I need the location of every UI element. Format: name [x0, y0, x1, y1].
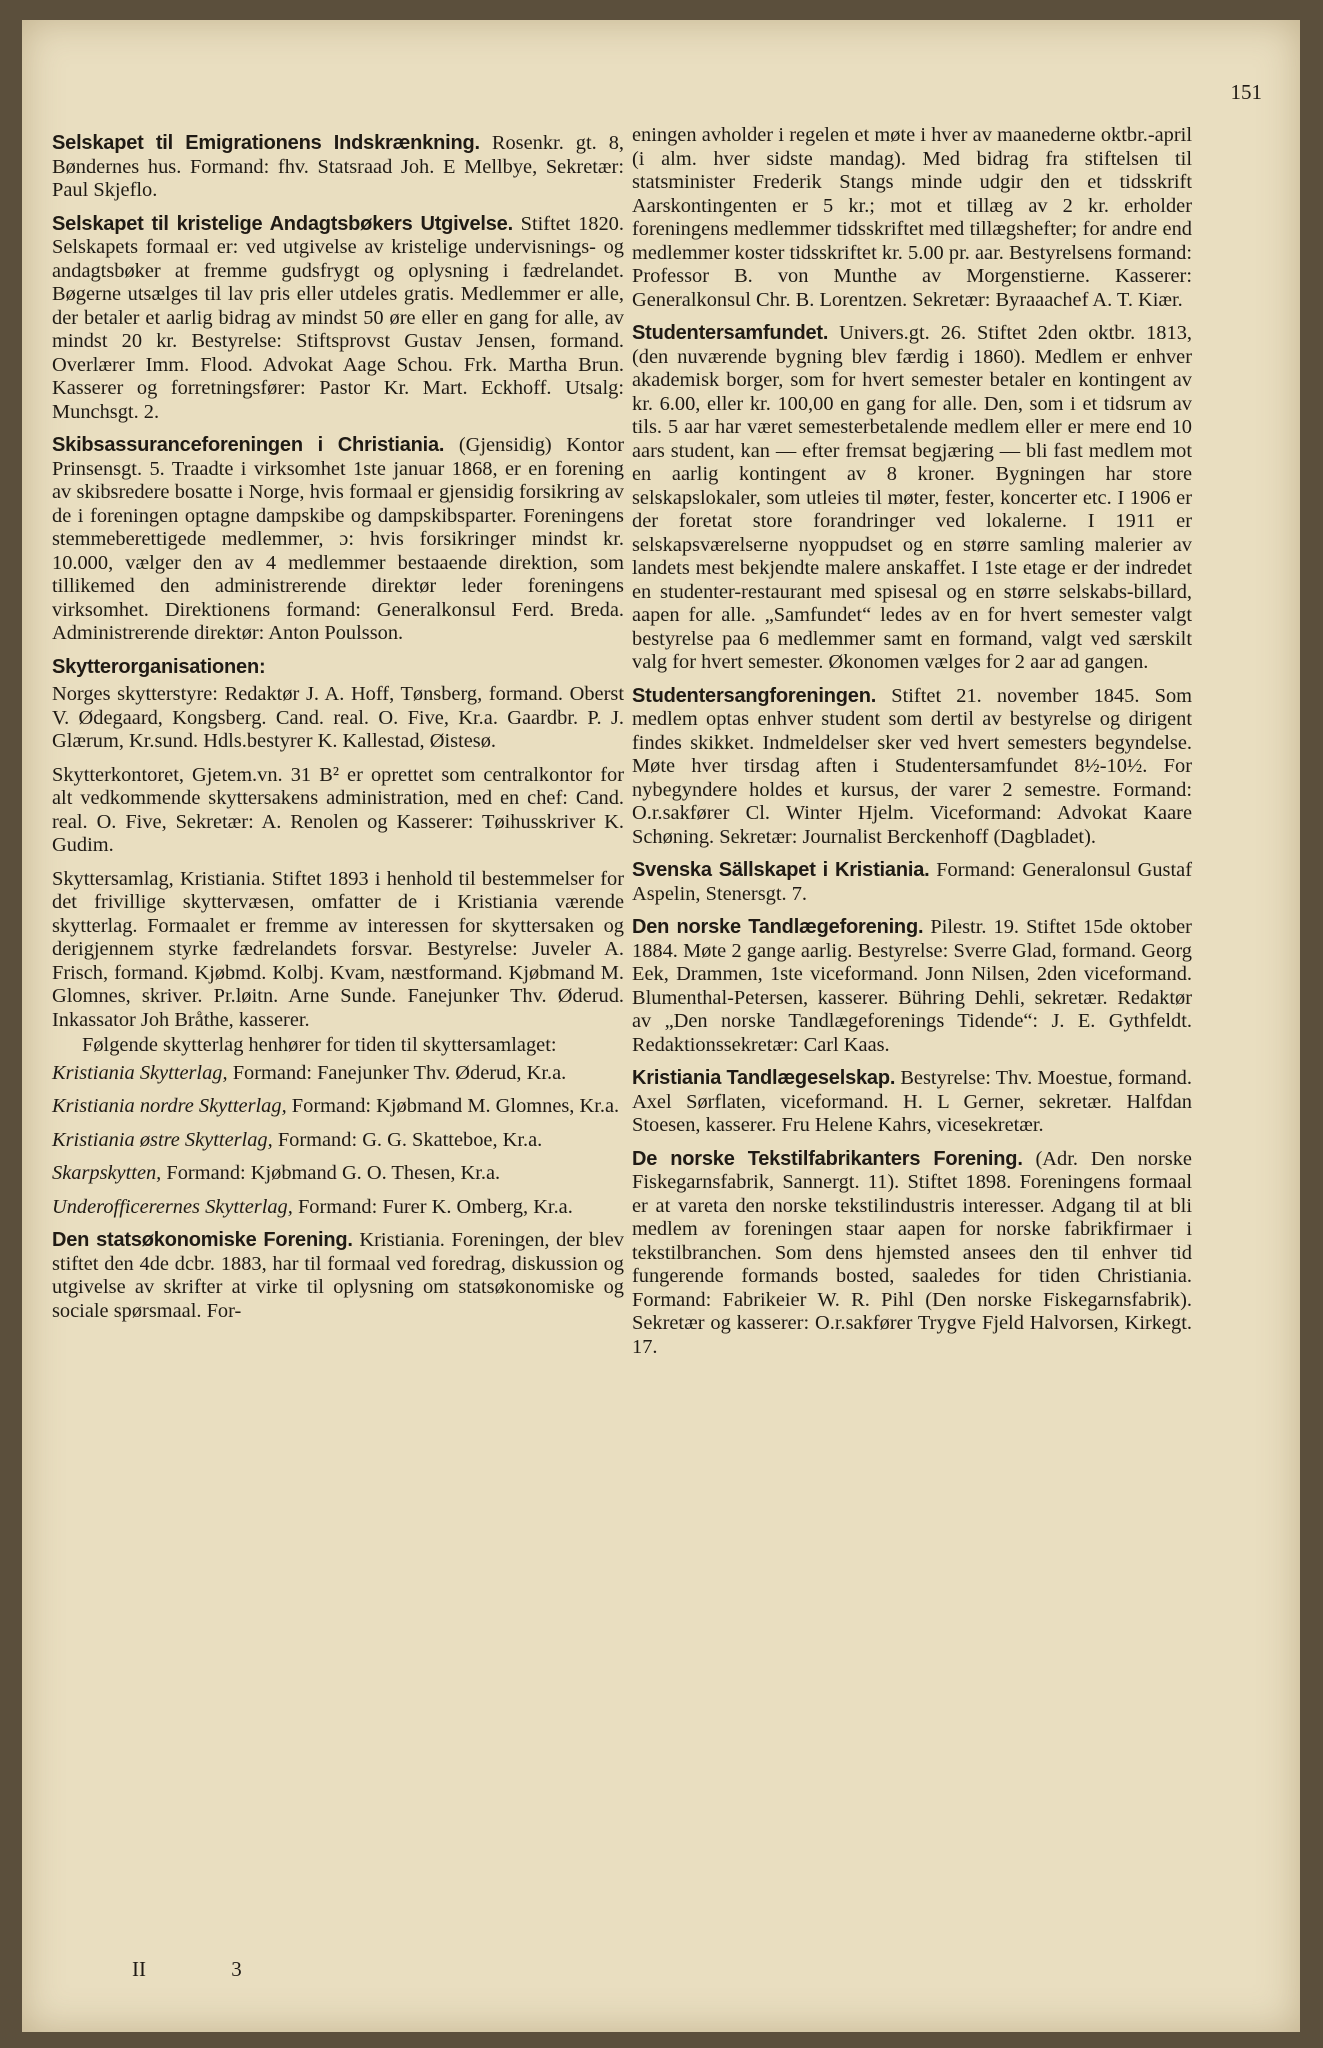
entry-skytterstyre [52, 683, 624, 754]
entry-club-skarpskytten [52, 1162, 624, 1186]
entry-body: Formand: Fanejunker Thv. Øderud, Kr.a. [232, 1061, 567, 1084]
entry-heading: Skytterorganisationen: [52, 655, 266, 678]
entry-tandlaegeforening [632, 916, 1192, 1057]
entry-heading: Kristiania Tandlægeselskap. [632, 1067, 896, 1089]
entry-skytterorganisationen [52, 656, 624, 680]
club-name: Kristiania østre Skytterlag, [52, 1128, 273, 1151]
entry-heading: De norske Tekstilfabrikanters Forening. [632, 1147, 1023, 1170]
entry-studentersamfundet [632, 322, 1192, 675]
entry-body: Pilestr. 19. Stiftet 15de oktober 1884. Møte 2 gange aarlig. Bestyrelse: Sverre Glad, formand. Georg Eek, Drammen, 1ste viceformand. Jonn Nilsen, 2den viceformand. Blumenthal-Petersen, kasserer. Bühring Dehli, sekretær. Redaktør av „Den norske Tandlægeforenings Tidende“: J. E. Gythfeldt. Redaktionssekretær: Carl Kaas. [632, 916, 1192, 1056]
entry-club-kristiania [52, 1062, 624, 1086]
entry-body: Skyttersamlag, Kristiania. Stiftet 1893 i henhold til bestemmelser for det frivillige skyttervæsen, omfatter de i Kristiania værende skytterlag. Formaalet er fremme av interessen for skyttersaken og derigjennem styrke fædrelandets forsvar. Bestyrelse: Juveler A. Frisch, formand. Kjøbmd. Kolbj. Kvam, næstformand. Kjøbmand M. Glomnes, skriver. Pr.løitn. Arne Sunde. Fanejunker Thv. Øderud. Inkassator Joh Bråthe, kasserer. [52, 867, 624, 1031]
entry-skytterkontoret [52, 764, 624, 858]
entry-body: Stiftet 1820. Selskapets formaal er: ved utgivelse av kristelige undervisnings- og andagtsbøker at fremme gudsfrygt og oplysning i fædrelandet. Bøgerne utsælges til lav pris eller utdeles gratis. Medlemmer er alle, der betaler et aarlig bidrag av mindst 50 øre eller en gang for alle, av mindst 20 kr. Bestyrelse: Stiftsprovst Gustav Jensen, formand. Overlærer Imm. Flood. Advokat Aage Schou. Frk. Martha Brun. Kasserer og forretningsfører: Pastor Kr. Mart. Eckhoff. Utsalg: Munchsgt. 2. [52, 212, 624, 423]
club-name: Kristiania nordre Skytterlag, [52, 1095, 287, 1117]
signature-mark: II 3 [132, 1957, 242, 1981]
entry-body: Rosenkr. gt. 8, Bøndernes hus. Formand: fhv. Statsraad Joh. E Mellbye, Sekretær: Paul Skjeflo. [52, 132, 624, 201]
entry-club-underofficerernes [52, 1196, 624, 1220]
entry-andagtsboker [52, 213, 624, 425]
entry-skyttersamlag [52, 868, 624, 1033]
entry-body: Følgende skytterlag henhører for tiden til skyttersamlaget: [82, 1034, 557, 1056]
document-page [22, 20, 1300, 2032]
entry-skibsassurance [52, 434, 624, 646]
entry-studentersangforeningen [632, 685, 1192, 850]
entry-heading: Svenska Sällskapet i Kristiania. [632, 859, 930, 881]
entry-body: Formand: Generalonsul Gustaf Aspelin, Stenersgt. 7. [632, 859, 1192, 905]
entry-body: Univers.gt. 26. Stiftet 2den oktbr. 1813, (den nuværende bygning blev færdig i 1860). Medlem er enhver akademisk borger, som for hvert semester betaler en kontingent av kr. 6.00, eller kr. 100,00 en gang for alle. Den, som i et tidsrum av tils. 5 aar har været semesterbetalende medlem eller er mere end 10 aars student, kan — efter fremsat begjæring — bli fast medlem mot en aarlig kontingent av 8 kroner. Bygningen har store selskapslokaler, som utleies til møter, fester, koncerter etc. I 1906 er der foretat store forandringer ved lokalerne. I 1911 er selskapsværelserne nyoppudset og en større samling malerier av landets mest bekjendte malere anskaffet. I 1ste etage er der indredet en studenter-restaurant med spisesal og en større selskabs-billard, aapen for alle. „Samfundet“ ledes av en for hvert semester valgt bestyrelse paa 6 medlemmer samt en formand, valgt ved særskilt valg for hvert semester. Økonomen vælges for 2 aar ad gangen. [632, 322, 1192, 673]
entry-emigration [52, 132, 624, 203]
entry-heading: Selskapet til Emigrationens Indskrænkning. [52, 132, 480, 154]
entry-svenska-sallskapet [632, 859, 1192, 906]
entry-body: Norges skytterstyre: Redaktør J. A. Hoff, Tønsberg, formand. Oberst V. Ødegaard, Kongsberg. Cand. real. O. Five, Kr.a. Gaardbr. P. J. Glærum, Kr.sund. Hdls.bestyrer K. Kallestad, Øistesø. [52, 683, 624, 752]
right-column [632, 124, 1192, 1369]
entry-heading: Den norske Tandlægeforening. [632, 916, 924, 938]
entry-body: Bestyrelse: Thv. Moestue, formand. Axel Sørflaten, viceformand. H. L Gerner, sekretær. Halfdan Stoesen, kasserer. Fru Helene Kahrs, vicesekretær. [632, 1067, 1192, 1136]
page-number: 151 [1230, 80, 1262, 104]
club-name: Underofficerernes Skytterlag, [52, 1195, 293, 1218]
left-column [52, 132, 624, 1333]
entry-body: Formand: Furer K. Omberg, Kr.a. [297, 1195, 573, 1218]
entry-body: Formand: Kjøbmand G. O. Thesen, Kr.a. [166, 1162, 501, 1184]
entry-body: (Adr. Den norske Fiskegarnsfabrik, Sannergt. 11). Stiftet 1898. Foreningens formaal er at vareta den norske tekstilindustris interesser. Adgang til at bli medlem av foreningen staar aapen for norske fabrikfirmaer i tekstilbranchen. Som dens hjemsted ansees den til enhver tid fungerende formands bosted, saaledes for tiden Christiania. Formand: Fabrikeier W. R. Pihl (Den norske Fiskegarnsfabrik). Sekretær og kasserer: O.r.sakfører Trygve Fjeld Halvorsen, Kirkegt. 17. [632, 1147, 1192, 1358]
entry-body: Skytterkontoret, Gjetem.vn. 31 B² er oprettet som centralkontor for alt vedkommende skyttersakens administration, med en chef: Cand. real. O. Five, Sekretær: A. Renolen og Kasserer: Tøihusskriver K. Gudim. [52, 763, 624, 856]
entry-folgende [52, 1034, 624, 1058]
entry-body: Formand: G. G. Skatteboe, Kr.a. [277, 1128, 543, 1151]
entry-club-nordre [52, 1095, 624, 1119]
entry-heading: Den statsøkonomiske Forening. [52, 1229, 353, 1251]
entry-statsokonomiske-cont [632, 124, 1192, 312]
entry-tandlaegeselskap [632, 1067, 1192, 1138]
entry-heading: Selskapet til kristelige Andagtsbøkers Utgivelse. [52, 212, 513, 235]
entry-body: Kristiania. Foreningen, der blev stiftet den 4de dcbr. 1883, har til formaal ved foredrag, diskussion og utgivelse av skrifter at virke til oplysning om statsøkonomiske og sociale spørsmaal. For- [52, 1229, 624, 1322]
entry-statsokonomiske [52, 1229, 624, 1323]
entry-body: eningen avholder i regelen et møte i hver av maanederne oktbr.-april (i alm. hver sidste mandag). Med bidrag fra stiftelsen til statsminister Frederik Stangs minde udgir den et tidsskrift Aarskontingenten er 5 kr.; mot et tillæg av 2 kr. erholder foreningens medlemmer tidsskriftet med tillægshefter; for andre end medlemmer koster tidsskriftet kr. 5.00 pr. aar. Bestyrelsens formand: Professor B. von Munthe av Morgenstierne. Kasserer: Generalkonsul Chr. B. Lorentzen. Sekretær: Byraaachef A. T. Kiær. [632, 124, 1192, 311]
entry-club-ostre [52, 1129, 624, 1153]
club-name: Skarpskytten, [52, 1162, 162, 1184]
entry-heading: Skibsassuranceforeningen i Christiania. [52, 434, 445, 456]
entry-body: Stiftet 21. november 1845. Som medlem optas enhver student som dertil av bestyrelse og dirigent findes skikket. Indmeldelser sker ved hvert semesters begyndelse. Møte hver tirsdag aften i Studentersamfundet 8½-10½. For nybegyndere holdes et kursus, der varer 2 semestre. Formand: O.r.sakfører Cl. Winter Hjelm. Viceformand: Advokat Kaare Schøning. Sekretær: Journalist Berckenhoff (Dagbladet). [632, 684, 1192, 848]
club-name: Kristiania Skytterlag, [52, 1061, 228, 1084]
entry-body: Formand: Kjøbmand M. Glomnes, Kr.a. [291, 1095, 620, 1117]
entry-body: (Gjensidig) Kontor Prinsensgt. 5. Traadte i virksomhet 1ste januar 1868, er en forening av skibsredere bosatte i Norge, hvis formaal er gjensidig forsikring av de i foreningen optagne dampskibe og dampskibsparter. Foreningens stemmeberettigede medlemmer, ɔ: hvis forsikringer mindst kr. 10.000, vælger den av 4 medlemmer bestaaende direktion, som tillikemed den administrerende direktør leder foreningens virksomhet. Direktionens formand: Generalkonsul Ferd. Breda. Administrerende direktør: Anton Poulsson. [52, 434, 624, 644]
entry-tekstilfabrikanter [632, 1148, 1192, 1360]
entry-heading: Studentersamfundet. [632, 322, 829, 344]
entry-heading: Studentersangforeningen. [632, 684, 877, 707]
